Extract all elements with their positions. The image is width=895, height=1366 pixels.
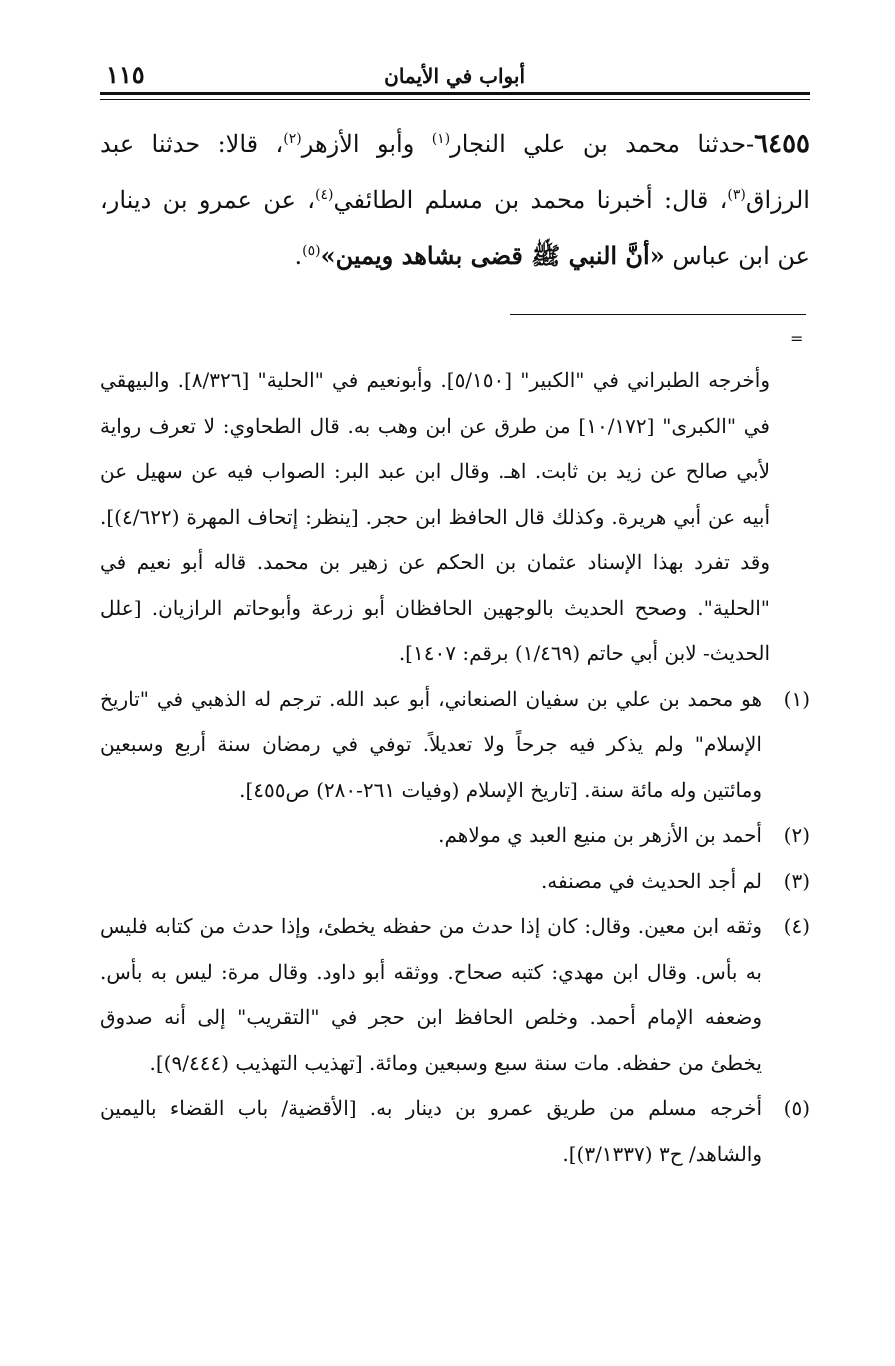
- footnote-3: [100, 859, 810, 905]
- footnote-text: أحمد بن الأزهر بن منيع العبد ي مولاهم.: [438, 823, 762, 847]
- footnote-ref-4: (٤): [315, 187, 334, 203]
- footnote-1: [100, 677, 810, 814]
- footnote-ref-1: (١): [431, 131, 451, 147]
- footnote-text: هو محمد بن علي بن سفيان الصنعاني، أبو عبد الله. ترجم له الذهبي في "تاريخ الإسلام" ولم يذكر فيه جرحاً ولا تعديلاً. توفي في رمضان سنة أربع وسبعين ومائتين وله مائة سنة. [تاريخ الإسلام (وفيات ٢٦١-٢٨٠) ص٤٥٥].: [100, 686, 762, 802]
- footnote-text: وثقه ابن معين. وقال: كان إذا حدث من حفظه يخطئ، وإذا حدث من كتابه فليس به بأس. وقال ابن مهدي: كتبه صحاح. ووثقه أبو داود. وقال مرة: ليس به بأس. وضعفه الإمام أحمد. وخلص الحافظ ابن حجر في "التقريب" إلى أنه صدوق يخطئ من حفظه. مات سنة سبع وسبعين ومائة. [تهذيب التهذيب (٩/٤٤٤)].: [100, 914, 762, 1075]
- footnote-continuation: وأخرجه الطبراني في "الكبير" [٥/١٥٠]. وأبونعيم في "الحلية" [٨/٣٢٦]. والبيهقي في "الكبرى" [١٠/١٧٢] من طرق عن ابن وهب به. قال الطحاوي: لا تعرف رواية لأبي صالح عن زيد بن ثابت. اهـ. وقال ابن عبد البر: الصواب فيه عن سهيل عن أبيه عن أبي هريرة. وكذلك قال الحافظ ابن حجر. [ينظر: إتحاف المهرة (٤/٦٢٢)]. وقد تفرد بهذا الإسناد عثمان بن الحكم عن زهير بن محمد. قاله أبو نعيم في "الحلية". وصحح الحديث بالوجهين الحافظان أبو زرعة وأبوحاتم الرازيان. [علل الحديث- لابن أبي حاتم (١/٤٦٩) برقم: ١٤٠٧].: [100, 368, 770, 665]
- footnote-marker: (٢): [783, 823, 810, 847]
- hadith-chain-part-2: وأبو الأزهر: [301, 130, 432, 158]
- hadith-chain-part-5: ، عن عمرو بن دينار، عن ابن عباس: [100, 186, 810, 270]
- page-number: ١١٥: [106, 60, 145, 89]
- chapter-title: أبواب في الأيمان: [384, 64, 525, 88]
- header-rule-thin: [100, 99, 810, 100]
- hadith-matn: أنَّ النبي ﷺ قضى بشاهد ويمين: [335, 241, 650, 270]
- hadith-text: [100, 116, 810, 284]
- header-rule: [100, 92, 810, 95]
- running-header: [100, 58, 810, 90]
- hadith-chain-intro: -حدثنا محمد بن علي النجار: [450, 130, 755, 158]
- footnote-5: [100, 1086, 810, 1177]
- hadith-chain-part-4: ، قال: أخبرنا محمد بن مسلم الطائفي: [333, 186, 728, 214]
- footnote-marker: (١): [783, 686, 810, 711]
- footnote-marker: (٣): [783, 868, 810, 893]
- hadith-end-mark: .: [294, 242, 303, 270]
- quote-open-mark: «: [649, 241, 665, 270]
- footnote-marker: (٤): [783, 914, 810, 938]
- footnotes: [100, 358, 810, 1177]
- footnote-marker: (٥): [783, 1096, 810, 1120]
- hadith-number: ٦٤٥٥: [754, 129, 810, 159]
- continuation-mark: =: [790, 329, 804, 348]
- hadith-chain-part-3: ، قالا: حدثنا عبد الرزاق: [100, 130, 810, 214]
- footnote-ref-2: (٢): [283, 131, 302, 147]
- footnote-ref-5: (٥): [302, 243, 321, 259]
- footnote-separator: [510, 314, 806, 315]
- footnote-text: لم أجد الحديث في مصنفه.: [540, 868, 762, 893]
- footnote-ref-3: (٣): [727, 187, 746, 203]
- quote-close-mark: »: [320, 241, 336, 270]
- footnote-4: [100, 904, 810, 1086]
- footnote-2: [100, 813, 810, 859]
- footnote-text: أخرجه مسلم من طريق عمرو بن دينار به. [الأقضية/ باب القضاء باليمين والشاهد/ ح٣ (٣/١٣٣٧)].: [100, 1096, 762, 1166]
